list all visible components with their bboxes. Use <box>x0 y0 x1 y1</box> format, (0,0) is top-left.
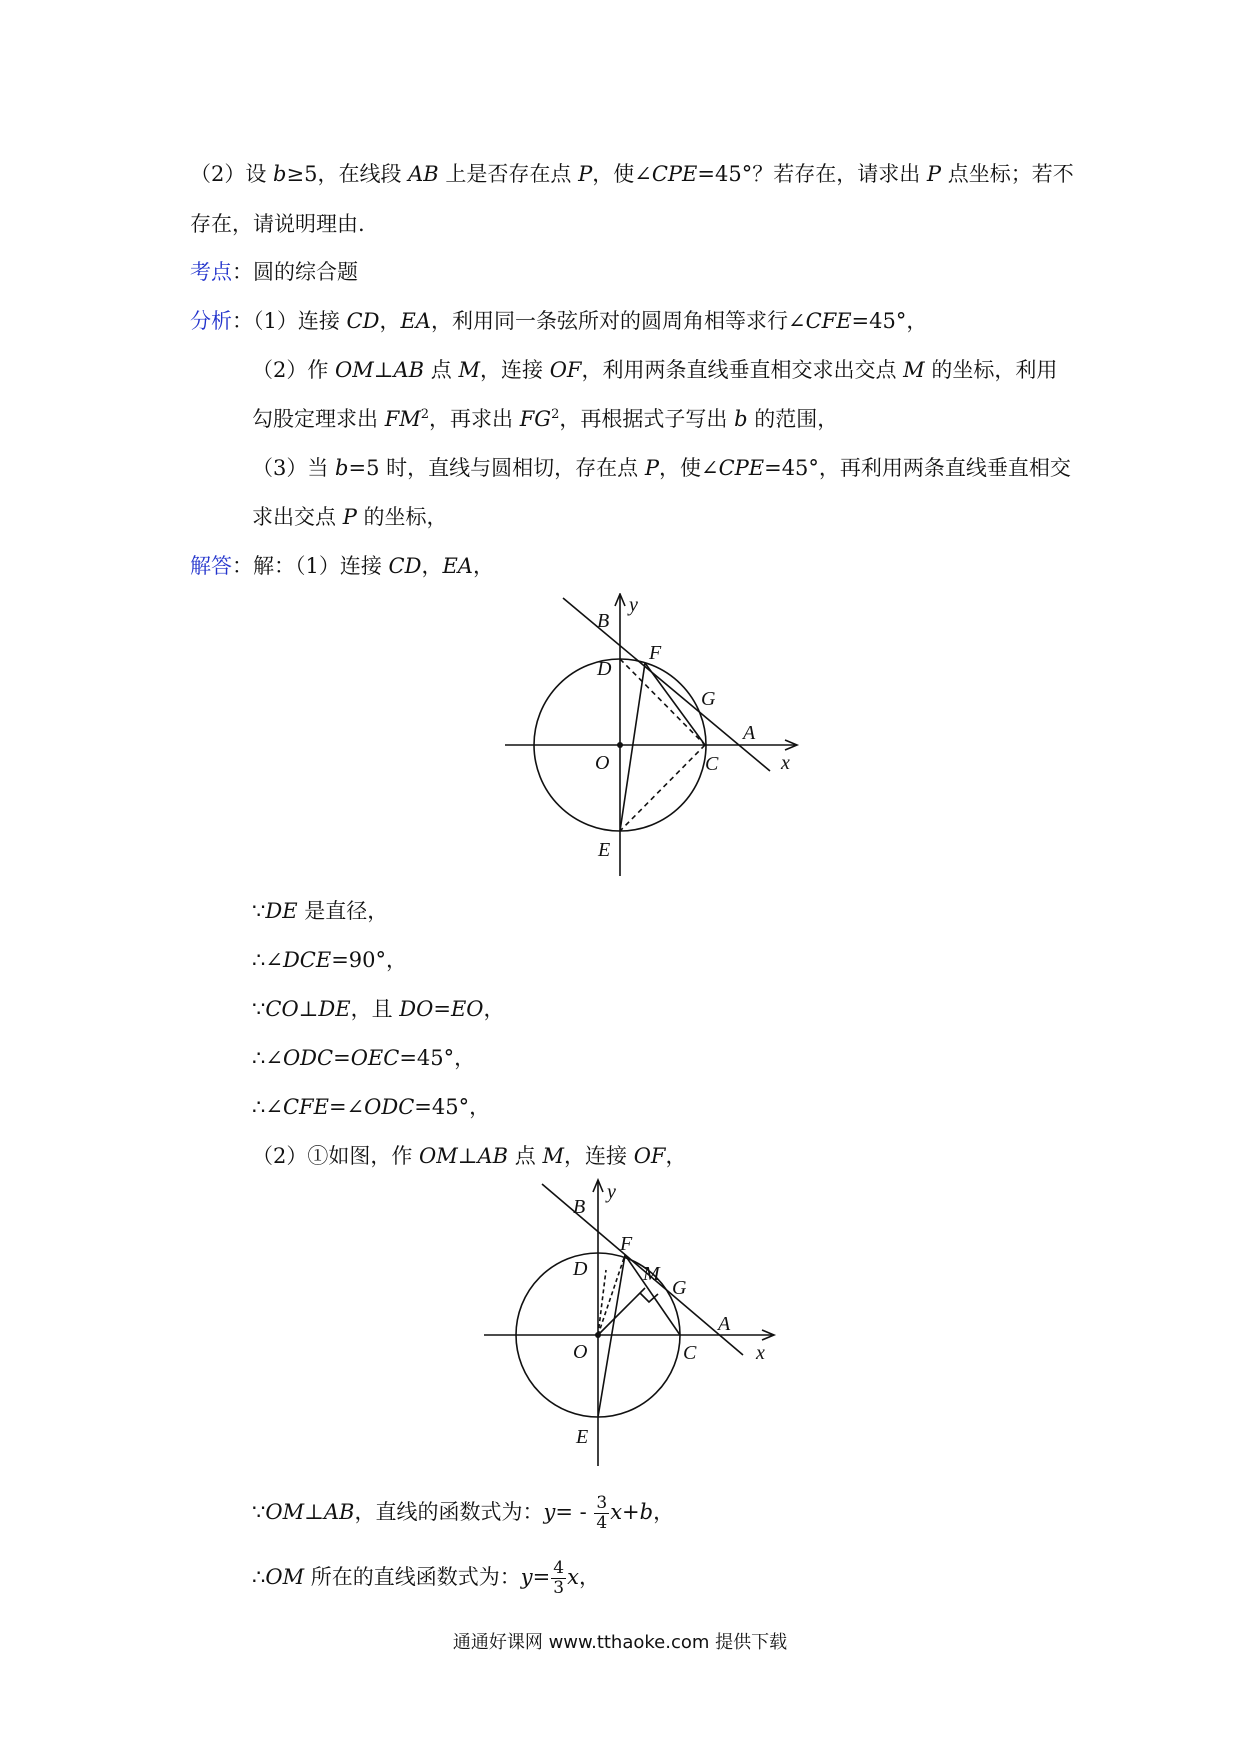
segment-ce-dashed <box>620 745 705 831</box>
step-5: ∴∠CFE=∠ODC=45°， <box>252 1095 491 1119</box>
label-x: x <box>756 1342 765 1364</box>
label-x: x <box>781 752 790 774</box>
fenxi-line-3: 勾股定理求出 $FM^2$，再求出 $FG^2$，再根据式子写出 b 的范围， <box>252 407 839 431</box>
segment-dc-dashed <box>620 659 705 745</box>
jieda-line: 解答：解：（1）连接 CD，EA， <box>190 554 494 578</box>
label-d: D <box>597 658 612 680</box>
fraction-4-3: $\frac{4}{3}$ <box>553 1558 565 1598</box>
fenxi-line-1: 分析：（1）连接 CD，EA，利用同一条弦所对的圆周角相等求行∠CFE=45°， <box>190 309 928 333</box>
point-o <box>595 1332 601 1338</box>
jieda-label: 解答 <box>190 554 232 578</box>
label-b: B <box>597 610 610 632</box>
segment-fe <box>598 1255 625 1417</box>
label-c: C <box>705 753 719 775</box>
fenxi-line-4: （3）当 b=5 时，直线与圆相切，存在点 P，使∠CPE=45°，再利用两条直线垂直相交 <box>252 456 1071 480</box>
step-6: （2）①如图，作 OM⊥AB 点 M，连接 OF， <box>252 1144 687 1168</box>
fenxi-label: 分析 <box>190 309 232 333</box>
point-o <box>617 742 623 748</box>
kaodian-line: 考点：圆的综合题 <box>190 260 358 284</box>
question-2-line-2: 存在，请说明理由. <box>190 212 365 236</box>
label-c: C <box>683 1342 697 1364</box>
right-angle-mark <box>640 1293 658 1302</box>
step-2: ∴∠DCE=90°， <box>252 948 408 972</box>
step-3: ∵CO⊥DE，且 DO=EO， <box>252 997 505 1021</box>
segment-om <box>598 1288 645 1335</box>
equation-1: ∵OM⊥AB，直线的函数式为：y= - $\frac{3}{4}$ x+b， <box>252 1493 675 1533</box>
label-o: O <box>573 1341 588 1363</box>
step-4: ∴∠ODC=OEC=45°， <box>252 1046 476 1070</box>
geometry-figure-1 <box>505 593 805 878</box>
equation-2: ∴OM 所在的直线函数式为：y= $\frac{4}{3}$ x， <box>252 1558 600 1598</box>
label-g: G <box>701 688 716 710</box>
label-o: O <box>595 752 610 774</box>
question-2-line-1: （2）设 b≥5，在线段 AB 上是否存在点 P，使∠CPE=45°？若存在，请求出 P 点坐标；若不 <box>190 162 1074 186</box>
fraction-3-4: $\frac{3}{4}$ <box>596 1493 608 1533</box>
footer-credit: 通通好课网 www.tthaoke.com 提供下载 <box>452 1632 788 1653</box>
label-a: A <box>718 1313 731 1335</box>
fenxi-line-2: （2）作 OM⊥AB 点 M，连接 OF，利用两条直线垂直相交求出交点 M 的坐标，利用 <box>252 358 1058 382</box>
segment-of-dashed <box>598 1255 625 1335</box>
label-y: y <box>607 1181 616 1203</box>
fenxi-line-5: 求出交点 P 的坐标， <box>252 505 448 529</box>
label-b: B <box>573 1196 586 1218</box>
label-m: M <box>643 1263 660 1285</box>
label-g: G <box>672 1277 687 1299</box>
kaodian-label: 考点 <box>190 260 232 284</box>
label-f: F <box>620 1233 633 1255</box>
geometry-figure-2 <box>480 1178 780 1468</box>
label-e: E <box>576 1426 589 1448</box>
label-d: D <box>573 1258 588 1280</box>
label-a: A <box>743 722 756 744</box>
label-y: y <box>629 594 638 616</box>
label-f: F <box>649 642 662 664</box>
label-e: E <box>598 839 611 861</box>
step-1: ∵DE 是直径， <box>252 899 389 923</box>
segment-fe <box>620 663 645 831</box>
